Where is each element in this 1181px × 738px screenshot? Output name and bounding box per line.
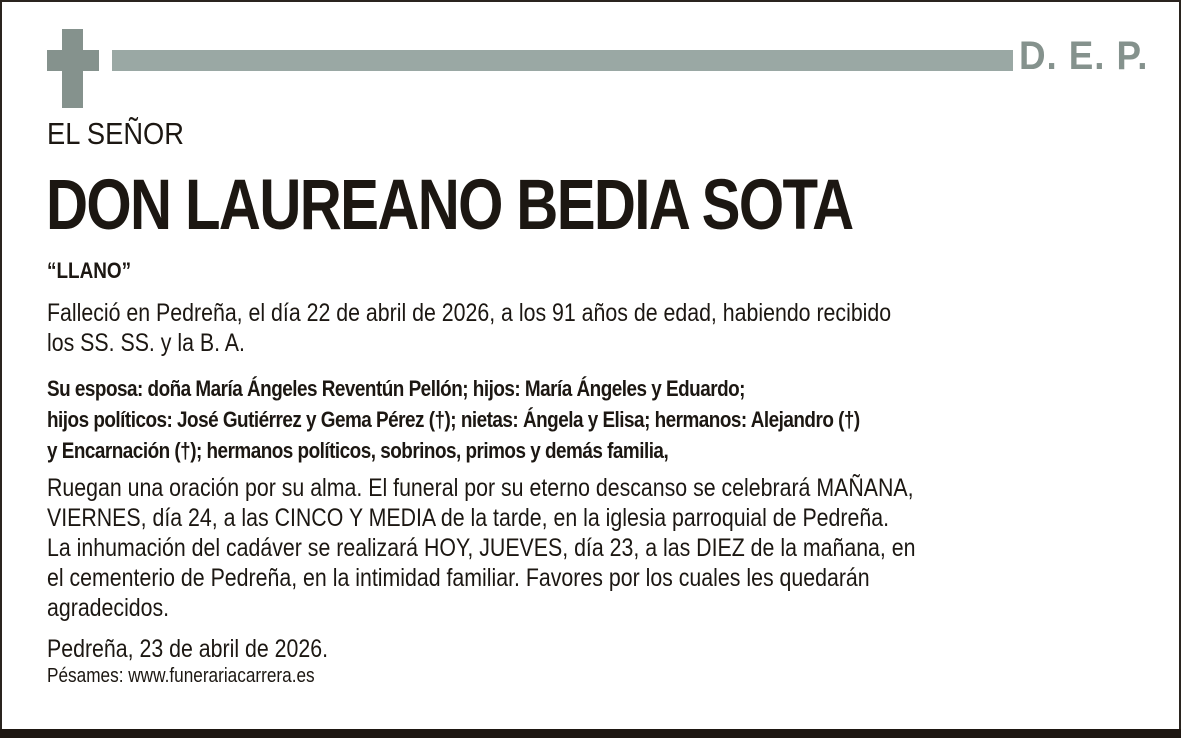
family-line: hijos políticos: José Gutiérrez y Gema Pérez (†); nietas: Ángela y Elisa; hermanos: Alejandro (†): [47, 407, 860, 432]
family-list: [47, 373, 860, 466]
service-info-line: el cementerio de Pedreña, en la intimidad familiar. Favores por los cuales les quedarán: [47, 564, 870, 592]
death-notice-line: Falleció en Pedreña, el día 22 de abril de 2026, a los 91 años de edad, habiendo recibido: [47, 299, 892, 327]
header-rule: [112, 50, 1013, 71]
place-date-text: Pedreña, 23 de abril de 2026.: [47, 635, 328, 663]
family-line: Su esposa: doña María Ángeles Reventún Pellón; hijos: María Ángeles y Eduardo;: [47, 376, 745, 401]
death-notice: [47, 298, 891, 358]
deceased-name: DON LAUREANO BEDIA SOTA: [46, 166, 853, 245]
family-line: y Encarnación (†); hermanos políticos, sobrinos, primos y demás familia,: [47, 438, 669, 463]
nickname: “LLANO”: [47, 258, 132, 283]
death-notice-line: los SS. SS. y la B. A.: [47, 329, 245, 357]
condolences-link[interactable]: Pésames: www.funerariacarrera.es: [47, 665, 315, 687]
cross-icon-horizontal: [47, 50, 99, 71]
dep-label: D. E. P.: [1019, 34, 1149, 78]
service-info-line: Ruegan una oración por su alma. El funeral por su eterno descanso se celebrará MAÑANA,: [47, 474, 914, 502]
service-info-line: agradecidos.: [47, 594, 170, 622]
service-info-line: La inhumación del cadáver se realizará HOY, JUEVES, día 23, a las DIEZ de la mañana, en: [47, 534, 916, 562]
service-info-line: VIERNES, día 24, a las CINCO Y MEDIA de la tarde, en la iglesia parroquial de Pedreña.: [47, 504, 890, 532]
place-date: [47, 634, 328, 664]
title-prefix: EL SEÑOR: [47, 116, 184, 151]
bottom-border-band: [0, 729, 1181, 738]
service-info: [47, 473, 915, 623]
